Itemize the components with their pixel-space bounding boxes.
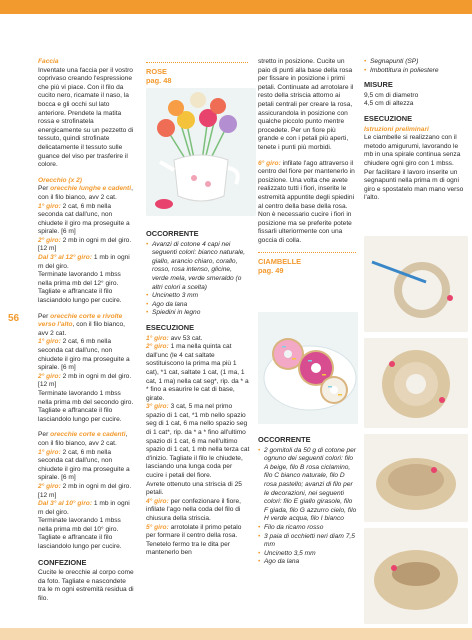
finish-text: Terminate lavorando 1 mbss nella prima mb del secondo giro. Tagliate e affrancate il filo lasciandolo lungo per cucire. [38,389,134,423]
esecuzione-heading: ESECUZIONE [364,113,413,123]
orecchie-cadenti-label: orecchie corte e cadenti [50,431,126,439]
crochet-step-illustration [364,434,468,522]
crochet-step-illustration [364,236,468,332]
giro-text: 2 cat, 6 mb nella seconda cat dall'unc, non chiudete il giro ma proseguite a spirale. [6 m] [38,338,130,372]
giro-label: 1° giro: [38,448,61,456]
giro-label: 2° giro: [38,236,61,244]
giro-label: 2° giro: [146,343,169,351]
orecchio-lunghe-para [38,185,134,305]
istruzioni-heading: Istruzioni preliminari [364,125,429,133]
list-item: • Imbottitura in poliestere [364,67,464,76]
esecuzione-heading: ESECUZIONE [146,322,195,332]
giro-text: 3 cat, 5 ma nel primo spazio di 1 cat, *1 mb nello spazio seg di 1 cat, 6 ma nello spazio seg di 1 cat*, rip. da * a * fino all'ultimo spazio di 1 cat, 6 ma nell'ultimo spazio di 1 cat, 1 mb nella terza cat d'inizio. Tagliate il filo le chiudete, lasciando una lunga coda per cucire i petali del fiore. [146,403,250,480]
finish-text: Terminate lavorando 1 mbss nella prima mb del 12° giro. Tagliate e affrancate il filo lasciandolo lungo per cucire. [38,271,122,305]
list-item: • Spiedini in legno [146,309,250,318]
giro-text: 2 cat, 6 mb nella seconda cat dall'unc, non chiudete il giro ma proseguite a spirale. [6 m] [38,202,130,236]
orecchie-corte-para [38,313,134,425]
column-3-body [258,430,358,567]
column-2-body [146,224,250,565]
crochet-step-photo-1 [364,236,468,332]
giro-label: 1° giro: [38,338,61,346]
list-item: • Ago da lana [258,558,358,567]
text-run: Per facilitare il lavoro inserite un segnapunti nella prima m di ogni giro e spostatelo man mano verso l'alto. [364,168,464,202]
orecchie-lunghe-label: orecchie lunghe e cadenti [50,185,132,193]
giro-label: Dal 3° al 10° giro: [38,500,93,508]
list-item: • Ago da lana [146,301,250,310]
occorrente-list-continued [364,58,464,75]
giro-label: 5° giro: [146,523,169,531]
faccia-heading: Faccia [38,58,59,65]
rose-title: ROSE [146,67,167,76]
giro-text: 1 ma nella quinta cat dall'unc (le 4 cat saltate sostituiscono la prima ma più 1 cat), *1 cat, saltate 1 cat, (1 ma, 1 cat, 1 ma) nella cat seg*, rip. da * a * fino a esaurire le cat di base, girate. [146,343,249,402]
text-run: Avrete ottenuto una striscia di 25 petali. [146,480,242,497]
occorrente-heading: OCCORRENTE [146,229,199,238]
list-item: • 2 gomitoli da 50 g di cotone per ognuno dei seguenti colori: filo A beige, filo B rosa ciclamino, filo C bianco naturale, filo D rosa pastello; avanzi di filo per le decorazioni, nei seguenti colori: filo E giallo girasole, filo F giada, filo G azzurro cielo, filo H verde acqua, filo I bianco [258,447,358,524]
text-run: Per [38,185,51,193]
roses-in-teapot-photo [146,88,256,216]
roses-illustration [146,88,256,216]
text-run: Le ciambelle si realizzano con il metodo amigurumi, lavorando le mb in una spirale continua senza chiudere ogni giro con 1 mbss. [364,134,461,167]
giro-label: 6° giro: [258,159,281,167]
crochet-step-photo-2 [364,338,468,428]
giro-text: 2 cat, 6 mb nella seconda cat dall'unc, non chiudete il giro ma proseguite a spirale. [6 m] [38,448,130,482]
occorrente-list [258,447,358,567]
page-number: 56 [8,313,20,324]
giro-text: per confezionare il fiore, infilate l'ago nella coda del filo di chiusura della striscia. [146,497,241,522]
giro-text: infilate l'ago attraverso il centro del fiore per mantenerlo in posizione. Una volta che avete realizzato tutti i fiori, inserite le estremità appuntite degli spiedini al centro della base della rosa. Non è necessario cucire i fiori in posizione ma se preferite potete fissarli ulteriormente con una goccia di colla. [258,159,355,244]
giro-label: 3° giro: [146,403,169,411]
donuts-illustration [258,312,358,424]
column-4 [364,58,464,203]
giro-label: 2° giro: [38,372,61,380]
list-item: • 3 paia di occhietti neri diam 7,5 mm [258,533,358,550]
giro-text: 2 mb in ogni m del giro. [12 m] [38,236,132,253]
finish-text: Terminate lavorando 1 mbss nella prima mb del 10° giro. Tagliate e affrancate il filo lasciandolo lungo per cucire. [38,517,122,551]
column-3 [258,58,356,275]
ciambelle-title: CIAMBELLE [258,257,302,267]
text-run: Per [38,431,51,439]
ciambelle-page-ref: pag. 49 [258,266,284,276]
list-item: • Uncinetto 3,5 mm [258,550,358,559]
divider [258,252,356,253]
misure-heading: MISURE [364,80,393,90]
occorrente-heading: OCCORRENTE [258,435,311,444]
column-1 [38,58,134,611]
rose-page-ref: pag. 48 [146,76,172,85]
orecchie-cadenti-para [38,431,134,551]
donuts-photo [258,312,358,424]
rose-giro-6 [258,160,356,246]
text-run: , con il filo bianco, avv 2 cat. [38,185,133,201]
faccia-text: Inventate una faccia per il vostro coprivaso creando l'espressione che più vi piace. Con il filo da cucito nero, ricamate il naso, la bocca e gli occhi sul lato anteriore. Prendete la matita rossa e strofinatela energicamente su un pezzetto di tessuto, quindi strofinate delicatamente il tessuto sulle guance del viso per trasferire il colore. [38,66,134,169]
giro-text: arrotolate il primo petalo per formare il centro della rosa. Tenetelo fermo tra le dita per mantenerlo ben [146,523,242,557]
list-item: • Uncinetto 3 mm [146,292,250,301]
crochet-step-illustration [364,338,468,428]
rose-instructions [146,335,250,558]
rose-continued-text: stretto in posizione. Cucite un paio di punti alla base della rosa per fissare in posizione i primi petali. Continuate ad arrotolare il resto della striscia attorno ai petali centrali per creare la rosa, assicurandola in posizione con qualche piccolo punto mentre procedete. Per un fiore più grande e con i petali più aperti, tenete i punti più morbidi. [258,58,354,151]
orecchio-heading: Orecchio (x 2) [38,176,82,184]
bottom-decorative-strip [0,628,472,640]
text-run: , con il filo bianco, avv 2 cat. [38,431,128,447]
confezione-text: Cucite le orecchie al corpo come da foto. Tagliate e nascondete tra le m ogni estremità residua di filo. [38,569,134,603]
list-item: • Segnapunti (SP) [364,58,464,67]
text-run: Per [38,312,51,320]
text-run: , con il filo bianco, avv 2 cat. [38,321,125,337]
divider [146,62,248,63]
giro-text: 1 mb in ogni m del giro. [38,500,130,516]
giro-label: Dal 3° al 12° giro: [38,254,93,262]
giro-label: 2° giro: [38,482,61,490]
confezione-heading: CONFEZIONE [38,557,87,567]
giro-label: 1° giro: [146,334,169,342]
giro-label: 1° giro: [38,202,61,210]
occorrente-list [146,241,250,318]
crochet-step-illustration [364,528,468,624]
crochet-step-photo-4 [364,528,468,624]
orecchie-corte-label: orecchie corte e rivolte verso l'alto [38,312,123,329]
misure-line: 9,5 cm di diametro [364,91,419,99]
list-item: • Avanzi di cotone 4 capi nei seguenti colori: bianco naturale, giallo, arancio chiaro, corallo, rosso, rosa intenso, glicine, verde mela, verde smeraldo (o altri colori a scelta) [146,241,250,293]
column-2 [146,58,248,85]
crochet-step-photo-3 [364,434,468,522]
giro-text: 2 mb in ogni m del giro. [12 m] [38,482,132,499]
giro-text: avv 53 cat. [168,334,203,342]
giro-label: 4° giro: [146,497,169,505]
top-color-bar [0,0,472,14]
giro-text: 2 mb in ogni m del giro. [12 m] [38,372,132,389]
giro-text: 1 mb in ogni m del giro. [38,254,130,270]
misure-line: 4,5 cm di altezza [364,100,414,108]
list-item: • Filo da ricamo rosso [258,524,358,533]
istruzioni-text [364,134,464,203]
